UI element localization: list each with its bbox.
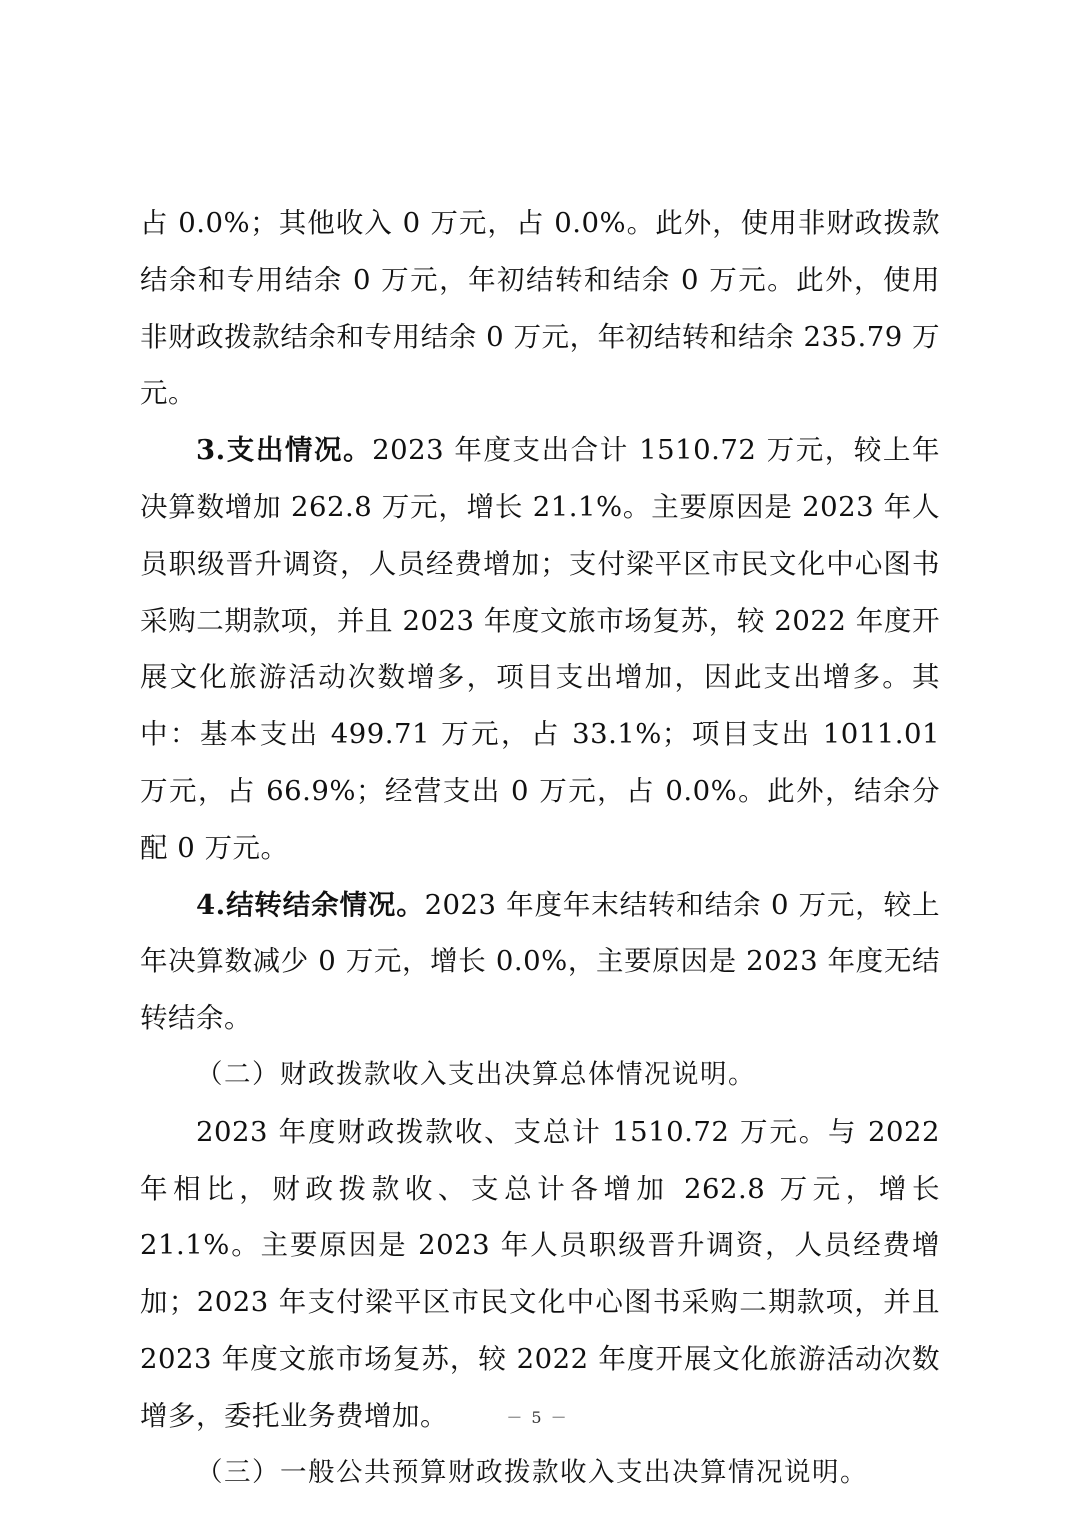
paragraph-lead: 4.结转结余情况。: [196, 888, 425, 921]
document-body: [140, 195, 940, 1501]
section-heading-general-budget: [140, 1445, 940, 1502]
paragraph-text: 2023 年度支出合计 1510.72 万元，较上年决算数增加 262.8 万元，增长 21.1%。主要原因是 2023 年人员职级晋升调资，人员经费增加；支付梁平区市民文化中心图书采购二期款项，并且 2023 年度文旅市场复苏，较 2022 年度开展文化旅游活动次数增多，项目支出增加，因此支出增多。其中：基本支出 499.71 万元，占 33.1%；项目支出 1011.01 万元，占 66.9%；经营支出 0 万元，占 0.0%。此外，结余分配 0 万元。: [140, 434, 940, 864]
paragraph-text: 2023 年度年末结转和结余 0 万元，较上年决算数减少 0 万元，增长 0.0%，主要原因是 2023 年度无结转结余。: [140, 888, 940, 1035]
paragraph-text: 2023 年度财政拨款收、支总计 1510.72 万元。与 2022 年相比，财政拨款收、支总计各增加 262.8 万元，增长 21.1%。主要原因是 2023 年人员职级晋升调资，人员经费增加；2023 年支付梁平区市民文化中心图书采购二期款项，并且 2023 年度文旅市场复苏，较 2022 年度开展文化旅游活动次数增多，委托业务费增加。: [140, 1115, 940, 1432]
paragraph-text: 占 0.0%；其他收入 0 万元，占 0.0%。此外，使用非财政拨款结余和专用结余 0 万元，年初结转和结余 0 万元。此外，使用非财政拨款结余和专用结余 0 万元，年初结转和结余 235.79 万元。: [140, 207, 940, 410]
section-heading-text: （二）财政拨款收入支出决算总体情况说明。: [196, 1058, 756, 1090]
paragraph-expenditure: [140, 422, 940, 876]
page-number: － 5 －: [506, 1408, 569, 1427]
paragraph-income-continued: [140, 195, 940, 422]
section-heading-fiscal-overall: [140, 1047, 940, 1104]
paragraph-carryover: [140, 877, 940, 1047]
paragraph-fiscal-overall: [140, 1104, 940, 1445]
paragraph-lead: 3.支出情况。: [196, 434, 373, 467]
section-heading-text: （三）一般公共预算财政拨款收入支出决算情况说明。: [196, 1456, 868, 1488]
